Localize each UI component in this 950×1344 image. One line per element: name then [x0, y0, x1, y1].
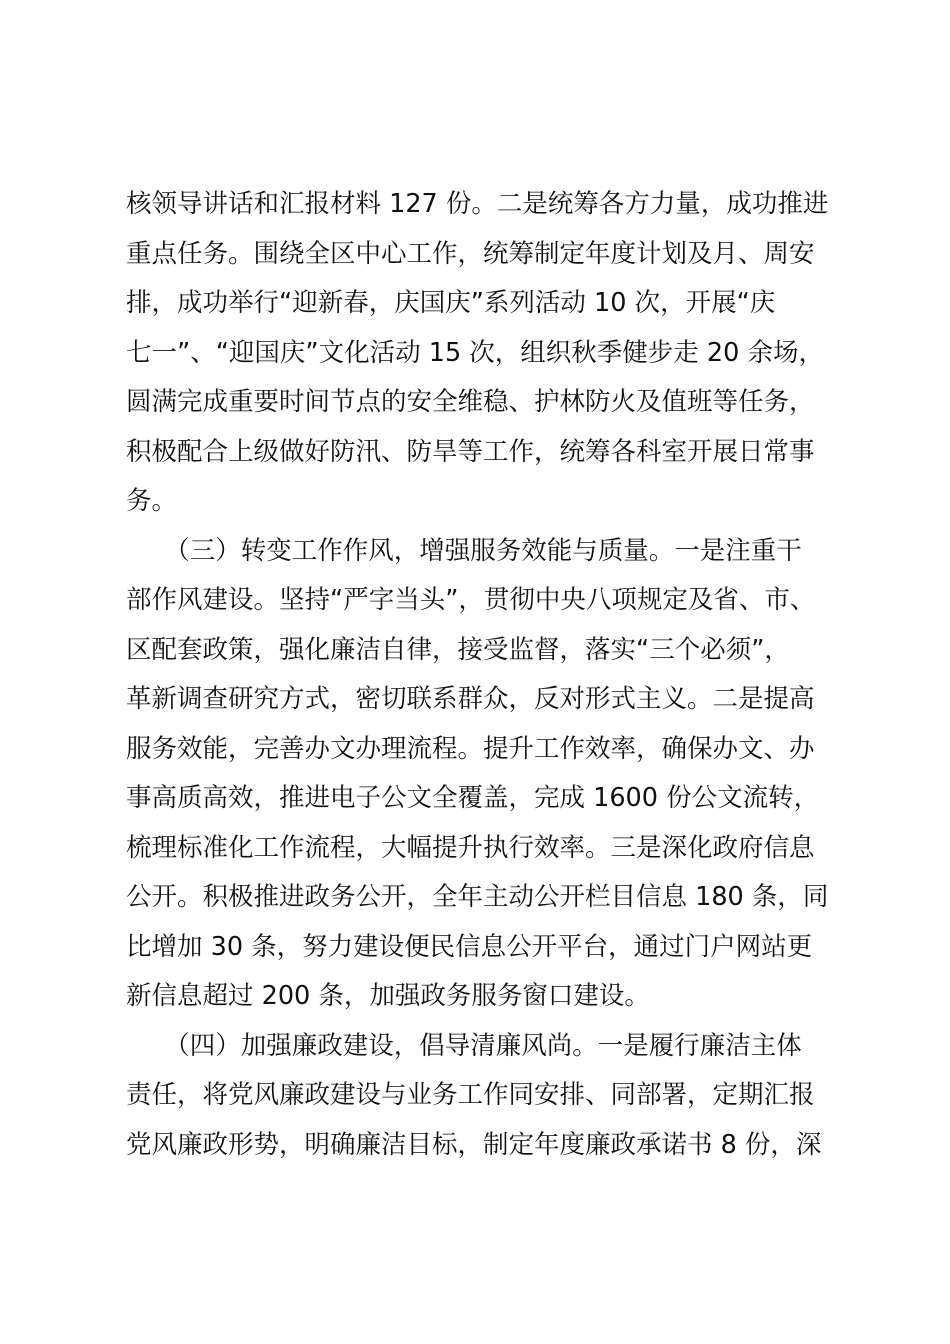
text-line: 比增加 30 条，努力建设便民信息公开平台，通过门户网站更: [126, 931, 813, 962]
text-line: 责任，将党风廉政建设与业务工作同安排、同部署，定期汇报: [126, 1080, 815, 1110]
section-heading-line: （三）转变工作作风，增强服务效能与质量。一是注重干: [126, 535, 802, 566]
text-line: 革新调查研究方式，密切联系群众，反对形式主义。二是提高: [126, 684, 815, 714]
text-line: 务。: [126, 486, 178, 516]
text-line: 积极配合上级做好防汛、防旱等工作，统筹各科室开展日常事: [126, 436, 815, 467]
text-line: 七一”、“迎国庆”文化活动 15 次，组织秋季健步走 20 余场，: [126, 337, 824, 368]
text-line: 圆满完成重要时间节点的安全维稳、护林防火及值班等任务，: [126, 387, 815, 417]
text-line: 核领导讲话和汇报材料 127 份。二是统筹各方力量，成功推进: [126, 189, 829, 219]
text-line: 排，成功举行“迎新春，庆国庆”系列活动 10 次，开展“庆: [126, 288, 776, 318]
text-line: 公开。积极推进政务公开，全年主动公开栏目信息 180 条，同: [126, 882, 829, 912]
text-line: 梳理标准化工作流程，大幅提升执行效率。三是深化政府信息: [126, 832, 815, 863]
text-line: 党风廉政形势，明确廉洁目标，制定年度廉政承诺书 8 份，深: [126, 1129, 822, 1160]
text-line: 新信息超过 200 条，加强政务服务窗口建设。: [126, 981, 650, 1011]
text-line: 区配套政策，强化廉洁自律，接受监督，落实“三个必须”，: [126, 634, 790, 665]
body-text: [126, 180, 866, 1170]
text-line: 服务效能，完善办文办理流程。提升工作效率，确保办文、办: [126, 733, 815, 764]
section-heading-line: （四）加强廉政建设，倡导清廉风尚。一是履行廉洁主体: [126, 1030, 802, 1061]
text-line: 事高质高效，推进电子公文全覆盖，完成 1600 份公文流转，: [126, 783, 820, 813]
text-line: 重点任务。围绕全区中心工作，统筹制定年度计划及月、周安: [126, 238, 815, 269]
text-line: 部作风建设。坚持“严字当头”，贯彻中央八项规定及省、市、: [126, 585, 816, 615]
